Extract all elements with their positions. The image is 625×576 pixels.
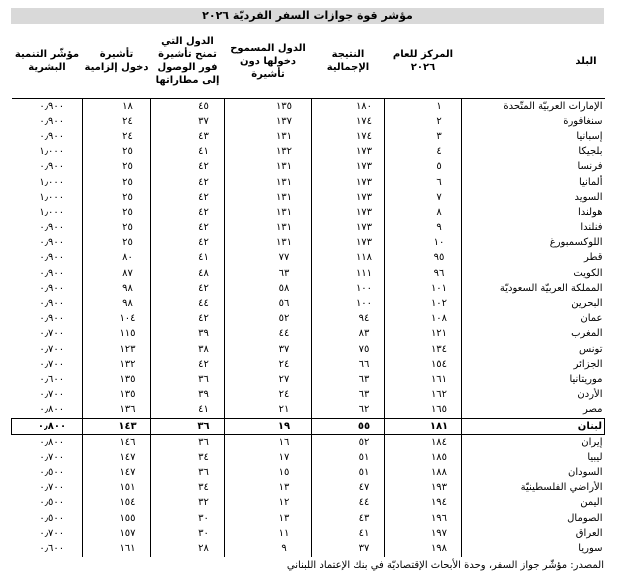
table-body [12,99,605,557]
cell-total: ٦٣ [312,372,385,387]
cell-rank: ٨ [385,205,462,220]
cell-hdi: ٠٫٨٠٠ [39,436,65,448]
header-rank: المركز للعام ٢٠٢٦ [385,24,462,99]
cell-visa-free: ١٣٢ [225,145,312,160]
cell-hdi: ٠٫٩٠٠ [39,222,65,234]
cell-visa-free: ١٣ [225,511,312,526]
cell-total: ٥٥ [312,418,385,434]
cell-visa-required: ١٢٣ [83,342,151,357]
table-row [12,312,605,327]
cell-hdi: ٠٫٥٠٠ [39,467,65,479]
cell-visa-required: ١٤٦ [83,435,151,451]
cell-on-arrival: ٣٦ [151,418,225,434]
cell-rank: ٩٥ [385,251,462,266]
cell-rank: ١٩٤ [385,496,462,511]
cell-visa-free: ٢٧ [225,372,312,387]
table-row [12,496,605,511]
cell-visa-required: ١٥٥ [83,511,151,526]
header-row [12,24,605,99]
passport-index-table [11,24,605,557]
source-note: المصدر: مؤشّر جواز السفر، وحدة الأبحاث الإقتصاديّة في بنك الإعتماد اللبناني [286,559,604,571]
table-row [12,236,605,251]
cell-on-arrival: ٣٦ [151,372,225,387]
table-row [12,357,605,372]
cell-on-arrival: ٣٩ [151,388,225,403]
cell-visa-free: ١٣٥ [225,99,312,115]
header-total: النتيجة الإجمالية [312,24,385,99]
table-row [12,342,605,357]
cell-visa-required: ٩٨ [83,281,151,296]
table-row [12,403,605,419]
cell-hdi: ٠٫٩٠٠ [39,100,65,112]
cell-visa-required: ١١٥ [83,327,151,342]
cell-country: سنغافورة [462,114,605,129]
cell-hdi: ٠٫٩٠٠ [39,298,65,310]
cell-country: فرنسا [462,160,605,175]
cell-visa-free: ٥٢ [225,312,312,327]
cell-on-arrival: ٤٣ [151,129,225,144]
cell-total: ١٧٤ [312,129,385,144]
header-visa-free: الدول المسموح دخولها دون تأشيرة [225,24,312,99]
cell-visa-free: ١٣٧ [225,114,312,129]
cell-visa-free: ١٩ [225,418,312,434]
cell-visa-free: ٦٣ [225,266,312,281]
cell-rank: ٩٦ [385,266,462,281]
cell-country: عمان [462,312,605,327]
cell-total: ٣٧ [312,541,385,556]
cell-on-arrival: ٣٦ [151,466,225,481]
cell-rank: ١ [385,99,462,115]
cell-visa-required: ١٣٥ [83,372,151,387]
cell-total: ٦٦ [312,357,385,372]
cell-total: ٦٢ [312,403,385,419]
cell-hdi: ٠٫٩٠٠ [39,252,65,264]
table-row [12,435,605,451]
header-country: البلد [462,24,605,99]
cell-hdi: ٠٫٧٠٠ [39,389,65,401]
cell-visa-required: ١٦١ [83,541,151,556]
cell-country: اللوكسمبورغ [462,236,605,251]
cell-country: إسبانيا [462,129,605,144]
cell-hdi: ٠٫٩٠٠ [39,282,65,294]
cell-visa-required: ٢٥ [83,205,151,220]
cell-total: ١٧٣ [312,175,385,190]
cell-visa-required: ١٤٣ [83,418,151,434]
cell-country: لبنان [462,418,605,434]
cell-rank: ٧ [385,190,462,205]
cell-hdi: ٠٫٥٠٠ [39,512,65,524]
cell-total: ١١٨ [312,251,385,266]
cell-on-arrival: ٤٢ [151,357,225,372]
cell-rank: ١٦٥ [385,403,462,419]
table-row [12,372,605,387]
cell-country: المملكة العربيّة السعوديّة [462,281,605,296]
cell-rank: ١٦١ [385,372,462,387]
cell-rank: ١٠ [385,236,462,251]
cell-country: الجزائر [462,357,605,372]
cell-visa-free: ٣٧ [225,342,312,357]
cell-visa-free: ٥٨ [225,281,312,296]
cell-total: ١٠٠ [312,281,385,296]
header-hdi: مؤشّر التنمية البشرية [12,24,83,99]
cell-rank: ١٠٢ [385,296,462,311]
table-row [12,266,605,281]
cell-total: ١٧٣ [312,190,385,205]
cell-country: قطر [462,251,605,266]
cell-on-arrival: ٤٤ [151,296,225,311]
cell-total: ١٠٠ [312,296,385,311]
cell-total: ١٧٤ [312,114,385,129]
cell-visa-free: ١٣١ [225,129,312,144]
cell-on-arrival: ٣٤ [151,481,225,496]
table-row [12,190,605,205]
cell-on-arrival: ٤١ [151,403,225,419]
cell-country: مصر [462,403,605,419]
cell-on-arrival: ٣٢ [151,496,225,511]
cell-total: ٧٥ [312,342,385,357]
cell-country: اليمن [462,496,605,511]
cell-visa-required: ٢٥ [83,145,151,160]
cell-total: ١١١ [312,266,385,281]
cell-country: العراق [462,526,605,541]
cell-total: ١٧٣ [312,145,385,160]
table-row [12,281,605,296]
cell-rank: ٩ [385,221,462,236]
table-row [12,511,605,526]
cell-visa-required: ١٥١ [83,481,151,496]
cell-on-arrival: ٣٦ [151,435,225,451]
cell-on-arrival: ٤٢ [151,236,225,251]
table-row [12,481,605,496]
cell-visa-required: ١٥٧ [83,526,151,541]
cell-rank: ١٠١ [385,281,462,296]
cell-country: إيران [462,435,605,451]
cell-on-arrival: ٢٨ [151,541,225,556]
cell-country: سوريا [462,541,605,556]
table-title: مؤشر قوة جوازات السفر الفرديّة ٢٠٢٦ [11,8,604,24]
cell-hdi: ٠٫٥٠٠ [39,497,65,509]
cell-visa-required: ٢٥ [83,190,151,205]
table-row [12,205,605,220]
table-row [12,145,605,160]
cell-on-arrival: ٣٠ [151,511,225,526]
cell-on-arrival: ٤٢ [151,312,225,327]
cell-visa-free: ٤٤ [225,327,312,342]
cell-total: ١٧٣ [312,236,385,251]
cell-visa-free: ٩ [225,541,312,556]
cell-country: البحرين [462,296,605,311]
cell-visa-required: ٢٥ [83,221,151,236]
cell-total: ٩٤ [312,312,385,327]
cell-visa-free: ١١ [225,526,312,541]
cell-rank: ٢ [385,114,462,129]
cell-total: ٥١ [312,450,385,465]
cell-visa-required: ٩٨ [83,296,151,311]
cell-rank: ١٥٤ [385,357,462,372]
cell-on-arrival: ٤٢ [151,160,225,175]
cell-hdi: ١٫٠٠٠ [39,191,65,203]
cell-rank: ١٦٢ [385,388,462,403]
cell-rank: ١٨٤ [385,435,462,451]
cell-hdi: ٠٫٧٠٠ [39,358,65,370]
cell-hdi: ٠٫٧٠٠ [39,328,65,340]
cell-total: ٤٧ [312,481,385,496]
cell-on-arrival: ٤٥ [151,99,225,115]
cell-rank: ١٢١ [385,327,462,342]
table-row [12,221,605,236]
cell-rank: ١٨٨ [385,466,462,481]
cell-visa-free: ١٣١ [225,221,312,236]
cell-country: السودان [462,466,605,481]
cell-hdi: ٠٫٧٠٠ [39,482,65,494]
header-on-arrival: الدول التي تمنح تأشيرة فور الوصول إلى مطاراتها [151,24,225,99]
cell-visa-free: ١٣١ [225,190,312,205]
table-row [12,160,605,175]
table-row [12,296,605,311]
cell-total: ٤٣ [312,511,385,526]
cell-visa-required: ١٤٧ [83,466,151,481]
cell-on-arrival: ٤٢ [151,221,225,236]
cell-visa-required: ٨٧ [83,266,151,281]
cell-total: ١٨٠ [312,99,385,115]
cell-rank: ١٨١ [385,418,462,434]
cell-rank: ١٩٧ [385,526,462,541]
cell-hdi: ١٫٠٠٠ [39,206,65,218]
table-row [12,175,605,190]
cell-visa-free: ٢١ [225,403,312,419]
cell-country: هولندا [462,205,605,220]
cell-country: فنلندا [462,221,605,236]
cell-on-arrival: ٤١ [151,251,225,266]
cell-country: تونس [462,342,605,357]
cell-visa-required: ٨٠ [83,251,151,266]
table-row [12,466,605,481]
cell-rank: ٥ [385,160,462,175]
cell-country: الصومال [462,511,605,526]
cell-visa-free: ١٣١ [225,205,312,220]
cell-hdi: ٠٫٩٠٠ [39,267,65,279]
cell-visa-free: ١٣١ [225,175,312,190]
cell-hdi: ٠٫٩٠٠ [39,237,65,249]
cell-visa-required: ١٨ [83,99,151,115]
cell-total: ٦٣ [312,388,385,403]
cell-country: ليبيا [462,450,605,465]
cell-rank: ١٩٦ [385,511,462,526]
cell-total: ٨٣ [312,327,385,342]
cell-total: ٥١ [312,466,385,481]
cell-total: ١٧٣ [312,160,385,175]
table-row [12,526,605,541]
table-row [12,114,605,129]
cell-rank: ٤ [385,145,462,160]
cell-visa-required: ١٣٥ [83,388,151,403]
cell-country: بلجيكا [462,145,605,160]
cell-hdi: ١٫٠٠٠ [39,146,65,158]
cell-hdi: ٠٫٩٠٠ [39,130,65,142]
cell-hdi: ٠٫٧٠٠ [39,527,65,539]
cell-visa-free: ١٦ [225,435,312,451]
cell-country: الكويت [462,266,605,281]
cell-visa-required: ١٤٧ [83,450,151,465]
cell-rank: ٣ [385,129,462,144]
cell-visa-required: ٢٥ [83,175,151,190]
cell-total: ١٧٣ [312,205,385,220]
cell-rank: ١٣٤ [385,342,462,357]
cell-total: ٤٤ [312,496,385,511]
cell-on-arrival: ٣٠ [151,526,225,541]
table-row [12,541,605,556]
cell-on-arrival: ٤١ [151,145,225,160]
table-row [12,418,605,434]
cell-country: ألمانيا [462,175,605,190]
table-row [12,450,605,465]
cell-visa-required: ١٥٤ [83,496,151,511]
cell-visa-required: ٢٥ [83,236,151,251]
cell-visa-required: ١٠٤ [83,312,151,327]
cell-country: الإمارات العربيّة المتّحدة [462,99,605,115]
cell-on-arrival: ٤٢ [151,175,225,190]
cell-rank: ٦ [385,175,462,190]
cell-total: ١٧٣ [312,221,385,236]
cell-visa-free: ٢٤ [225,357,312,372]
table-row [12,129,605,144]
cell-on-arrival: ٣٩ [151,327,225,342]
cell-country: المغرب [462,327,605,342]
table-row [12,251,605,266]
cell-hdi: ٠٫٨٠٠ [39,404,65,416]
cell-visa-free: ١٢ [225,496,312,511]
cell-visa-required: ٢٤ [83,114,151,129]
cell-rank: ١٩٣ [385,481,462,496]
cell-visa-free: ٢٤ [225,388,312,403]
cell-hdi: ٠٫٧٠٠ [39,343,65,355]
cell-hdi: ٠٫٦٠٠ [39,543,65,555]
cell-visa-free: ٧٧ [225,251,312,266]
cell-country: الأراضي الفلسطينيّة [462,481,605,496]
cell-visa-free: ١٥ [225,466,312,481]
cell-rank: ١٩٨ [385,541,462,556]
cell-on-arrival: ٤٢ [151,190,225,205]
cell-visa-free: ٥٦ [225,296,312,311]
cell-on-arrival: ٣٨ [151,342,225,357]
cell-visa-required: ٢٤ [83,129,151,144]
cell-rank: ١٠٨ [385,312,462,327]
cell-country: السويد [462,190,605,205]
table-row [12,327,605,342]
table-row [12,99,605,115]
cell-on-arrival: ٣٧ [151,114,225,129]
cell-rank: ١٨٥ [385,450,462,465]
cell-hdi: ١٫٠٠٠ [39,176,65,188]
cell-total: ٤١ [312,526,385,541]
cell-country: الأردن [462,388,605,403]
cell-visa-required: ٢٥ [83,160,151,175]
cell-visa-required: ١٣٢ [83,357,151,372]
cell-hdi: ٠٫٦٠٠ [39,373,65,385]
cell-on-arrival: ٣٤ [151,450,225,465]
cell-hdi: ٠٫٨٠٠ [12,418,83,434]
cell-visa-free: ١٣١ [225,160,312,175]
cell-on-arrival: ٤٢ [151,281,225,296]
table-row [12,388,605,403]
cell-hdi: ٠٫٩٠٠ [39,161,65,173]
cell-on-arrival: ٤٨ [151,266,225,281]
cell-country: موريتانيا [462,372,605,387]
cell-on-arrival: ٤٢ [151,205,225,220]
header-visa-required: تأشيرة دخول إلزامية [83,24,151,99]
cell-total: ٥٢ [312,435,385,451]
cell-visa-required: ١٣٦ [83,403,151,419]
cell-hdi: ٠٫٧٠٠ [39,451,65,463]
cell-hdi: ٠٫٩٠٠ [39,115,65,127]
cell-visa-free: ١٣١ [225,236,312,251]
cell-hdi: ٠٫٩٠٠ [39,313,65,325]
cell-visa-free: ١٣ [225,481,312,496]
cell-visa-free: ١٧ [225,450,312,465]
document [11,8,604,571]
